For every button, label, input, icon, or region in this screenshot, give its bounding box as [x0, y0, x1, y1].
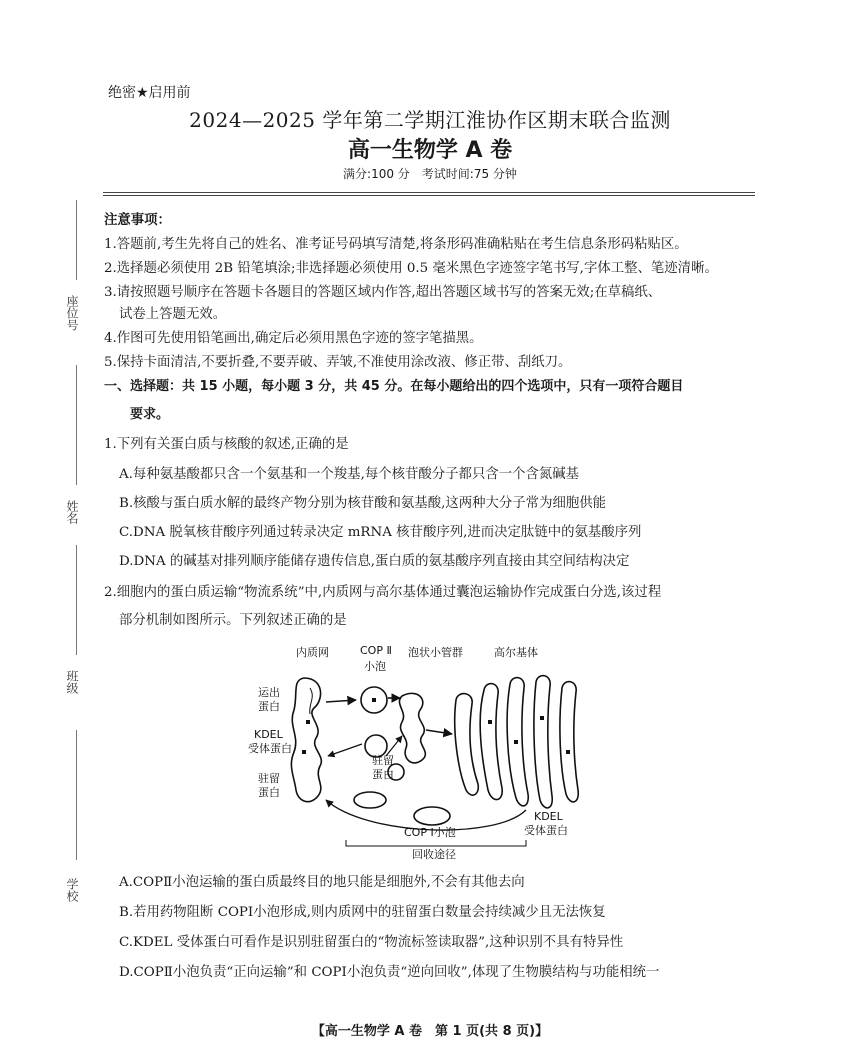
label-kdel-left: KDEL: [254, 728, 283, 741]
vesicle: [354, 792, 386, 808]
question-2-option-a: A.COPⅡ小泡运输的蛋白质最终目的地只能是细胞外,不会有其他去向: [119, 875, 525, 890]
question-1-option-d: D.DNA 的碱基对排列顺序能储存遗传信息,蛋白质的氨基酸序列直接由其空间结构决定: [119, 554, 630, 569]
class-label: 班级: [65, 670, 79, 694]
recycle-bracket: [346, 840, 526, 846]
seat-number-label: 座位号: [65, 295, 79, 331]
label-er: 内质网: [296, 646, 329, 659]
binding-line: [76, 545, 77, 655]
exam-meta: 满分:100 分 考试时间:75 分钟: [343, 167, 517, 181]
notice-item: 5.保持卡面清洁,不要折叠,不要弄破、弄皱,不准使用涂改液、修正带、刮纸刀。: [104, 355, 572, 370]
question-2-option-b: B.若用药物阻断 COPⅠ小泡形成,则内质网中的驻留蛋白数量会持续减少且无法恢复: [119, 905, 606, 920]
er-membrane: [291, 678, 321, 802]
exam-title: 2024—2025 学年第二学期江淮协作区期末联合监测: [189, 108, 671, 132]
name-label: 姓名: [65, 500, 79, 524]
question-1-option-c: C.DNA 脱氧核苷酸序列通过转录决定 mRNA 核苷酸序列,进而决定肽链中的氨基酸序列: [119, 525, 642, 540]
label-retain-left: 驻留: [258, 772, 280, 785]
notice-item: 2.选择题必须使用 2B 铅笔填涂;非选择题必须使用 0.5 毫米黑色字迹签字笔书写,字体工整、笔迹清晰。: [104, 261, 718, 276]
school-label: 学校: [65, 878, 79, 902]
binding-line: [76, 200, 77, 280]
section-heading-cont: 要求。: [130, 407, 170, 422]
notice-heading: 注意事项：: [104, 213, 171, 228]
section-heading: 一、选择题：共 15 小题，每小题 3 分，共 45 分。在每小题给出的四个选项中，只有一项符合题目: [104, 379, 684, 394]
notice-item: 3.请按照题号顺序在答题卡各题目的答题区域内作答,超出答题区域书写的答案无效;在草稿纸、: [104, 285, 662, 300]
label-golgi: 高尔基体: [494, 646, 538, 659]
label-copi: COP Ⅰ小泡: [404, 826, 456, 839]
question-2-option-d: D.COPⅡ小泡负责“正向运输”和 COPⅠ小泡负责“逆向回收”,体现了生物膜结构与功能相统一: [119, 965, 660, 980]
question-2-stem-cont: 部分机制如图所示。下列叙述正确的是: [119, 613, 347, 628]
notice-item: 4.作图可先使用铅笔画出,确定后必须用黑色字迹的签字笔描黑。: [104, 331, 483, 346]
binding-line: [76, 730, 77, 860]
label-copii: COP Ⅱ: [360, 644, 392, 657]
copi-vesicle: [414, 807, 450, 825]
label-recycle: 回收途径: [412, 848, 456, 861]
binding-line: [76, 365, 77, 485]
subject-title: 高一生物学 A 卷: [347, 138, 513, 163]
label-kdel-receptor-left: 受体蛋白: [248, 742, 292, 755]
label-copii-vesicle: 小泡: [364, 660, 386, 673]
vtc-structure: [399, 693, 425, 763]
question-2-option-c: C.KDEL 受体蛋白可看作是识别驻留蛋白的“物流标签读取器”,这种识别不具有特异性: [119, 935, 624, 950]
confidential-mark: 绝密★启用前: [108, 85, 191, 101]
label-export-protein: 蛋白: [258, 700, 280, 713]
label-kdel-right: KDEL: [534, 810, 563, 823]
header-rule: [103, 195, 755, 196]
question-1-option-a: A.每种氨基酸都只含一个氨基和一个羧基,每个核苷酸分子都只含一个含氮碱基: [119, 467, 580, 482]
vesicle-transport-diagram: [226, 640, 596, 862]
notice-item: 试卷上答题无效。: [119, 307, 227, 322]
page-footer: 【高一生物学 A 卷 第 1 页(共 8 页)】: [311, 1024, 549, 1039]
label-retain-protein-mid: 蛋白: [372, 768, 394, 781]
header-rule: [103, 192, 755, 193]
question-1-option-b: B.核酸与蛋白质水解的最终产物分别为核苷酸和氨基酸,这两种大分子常为细胞供能: [119, 496, 607, 511]
question-2-stem: 2.细胞内的蛋白质运输“物流系统”中,内质网与高尔基体通过囊泡运输协作完成蛋白分选,该过程: [104, 585, 662, 600]
label-kdel-receptor-right: 受体蛋白: [524, 824, 568, 837]
golgi-stack: [480, 684, 502, 800]
notice-item: 1.答题前,考生先将自己的姓名、准考证号码填写清楚,将条形码准确粘贴在考生信息条形码粘贴区。: [104, 237, 688, 252]
label-vtc: 泡状小管群: [408, 646, 463, 659]
label-export: 运出: [258, 686, 280, 699]
label-retain-mid: 驻留: [372, 754, 394, 767]
question-1-stem: 1.下列有关蛋白质与核酸的叙述,正确的是: [104, 437, 349, 452]
label-retain-protein-left: 蛋白: [258, 786, 280, 799]
